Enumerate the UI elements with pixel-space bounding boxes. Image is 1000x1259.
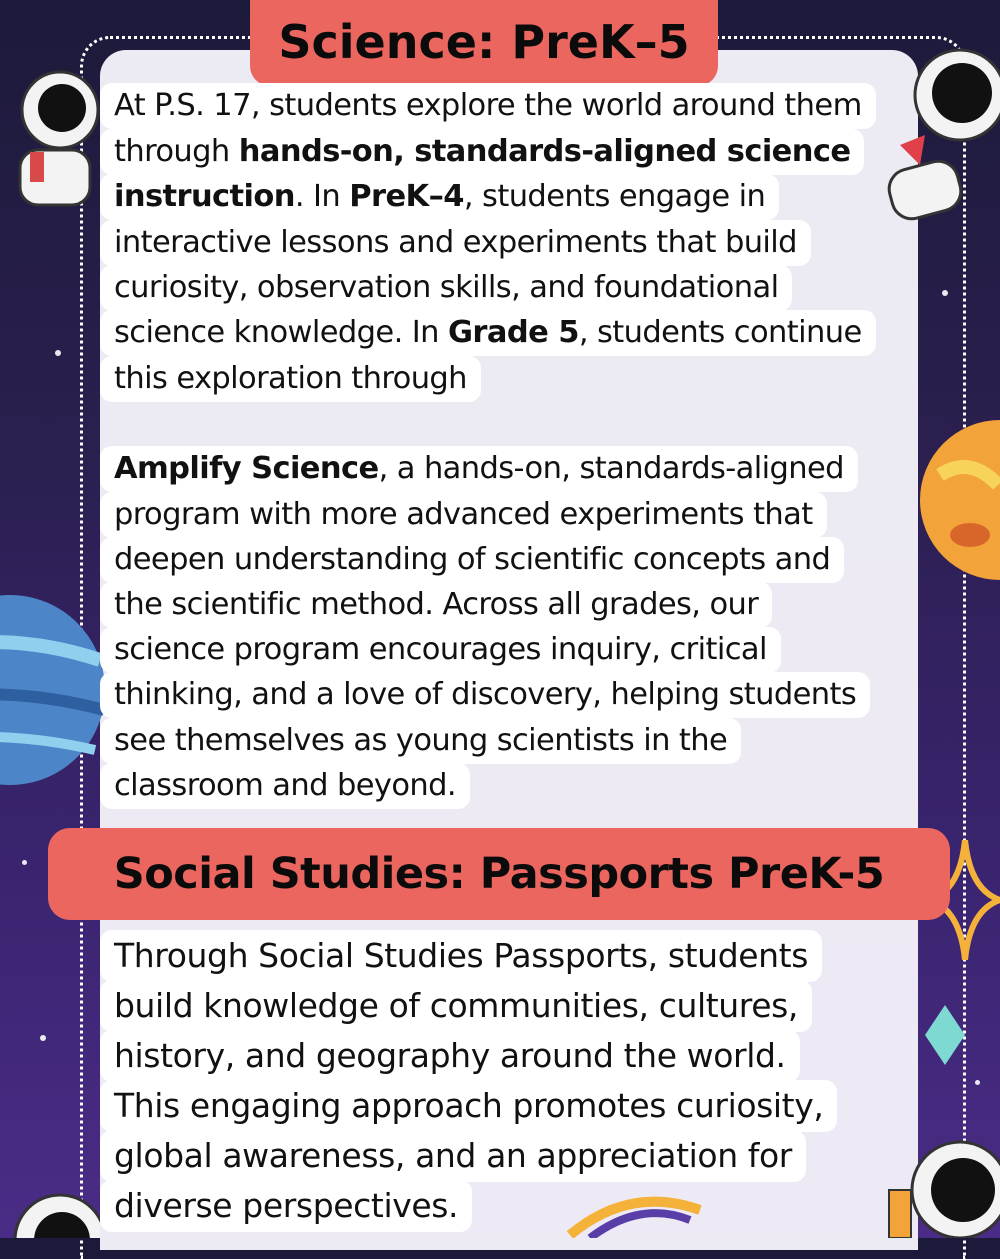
text-span: , students engage in bbox=[463, 179, 766, 214]
science-text-line bbox=[100, 627, 781, 673]
text-span: curiosity, observation skills, and foundational bbox=[114, 270, 779, 305]
text-span: Through Social Studies Passports, students bbox=[114, 936, 808, 975]
social-studies-text-line bbox=[100, 1030, 800, 1082]
text-span: , students continue bbox=[578, 315, 862, 350]
social-studies-text-line bbox=[100, 1130, 806, 1182]
astronaut-icon bbox=[0, 40, 110, 220]
science-text-line bbox=[100, 174, 779, 220]
science-text-line bbox=[100, 220, 811, 266]
science-text-line bbox=[100, 763, 470, 809]
bold-text: PreK–4 bbox=[349, 179, 464, 214]
text-span: , a hands-on, standards-aligned bbox=[378, 451, 844, 486]
text-span: see themselves as young scientists in the bbox=[114, 723, 728, 758]
science-text-line bbox=[100, 265, 792, 311]
science-text-line bbox=[100, 718, 741, 764]
astronaut-icon bbox=[880, 25, 1000, 225]
science-text-line bbox=[100, 129, 864, 175]
science-text-line bbox=[100, 310, 876, 356]
text-span: through bbox=[114, 134, 239, 169]
science-text-line bbox=[100, 582, 772, 628]
text-span: interactive lessons and experiments that build bbox=[114, 225, 797, 260]
social-studies-text-line bbox=[100, 1180, 472, 1232]
social-studies-text-line bbox=[100, 930, 822, 982]
star-icon bbox=[40, 1035, 46, 1041]
text-span: deepen understanding of scientific concepts and bbox=[114, 542, 831, 577]
star-icon bbox=[22, 860, 27, 865]
science-text-line bbox=[100, 83, 876, 129]
bold-text: Amplify Science bbox=[114, 451, 379, 486]
astronaut-icon bbox=[10, 1185, 100, 1238]
text-span: program with more advanced experiments that bbox=[114, 497, 813, 532]
text-span: global awareness, and an appreciation for bbox=[114, 1136, 792, 1175]
text-span: . In bbox=[294, 179, 350, 214]
planet-icon bbox=[0, 590, 110, 790]
science-text-line bbox=[100, 492, 827, 538]
text-span: diverse perspectives. bbox=[114, 1186, 459, 1225]
astronaut-icon bbox=[885, 1130, 1000, 1238]
social-studies-text-line bbox=[100, 1080, 837, 1132]
social-studies-heading: Social Studies: Passports PreK-5 bbox=[48, 828, 950, 920]
rocket-icon bbox=[560, 1195, 710, 1238]
text-span: science program encourages inquiry, critical bbox=[114, 632, 767, 667]
text-span: thinking, and a love of discovery, helping students bbox=[114, 677, 857, 712]
bold-text: Grade 5 bbox=[448, 315, 579, 350]
text-span: This engaging approach promotes curiosity, bbox=[114, 1086, 824, 1125]
science-text-line bbox=[100, 672, 870, 718]
text-span: build knowledge of communities, cultures, bbox=[114, 986, 799, 1025]
bold-text: instruction bbox=[114, 179, 295, 214]
text-span: this exploration through bbox=[114, 361, 467, 396]
star-icon bbox=[925, 1005, 965, 1065]
text-span: science knowledge. In bbox=[114, 315, 448, 350]
science-text-line bbox=[100, 356, 481, 402]
science-text-line bbox=[100, 537, 844, 583]
bold-text: hands-on, standards-aligned science bbox=[238, 134, 851, 169]
science-text-line bbox=[100, 446, 858, 492]
science-heading: Science: PreK–5 bbox=[250, 0, 718, 86]
planet-icon bbox=[910, 415, 1000, 585]
text-span: At P.S. 17, students explore the world around them bbox=[114, 88, 862, 123]
text-span: history, and geography around the world. bbox=[114, 1036, 786, 1075]
text-span: the scientific method. Across all grades, our bbox=[114, 587, 759, 622]
star-icon bbox=[975, 1080, 980, 1085]
social-studies-text-line bbox=[100, 980, 812, 1032]
star-icon bbox=[55, 350, 61, 356]
text-span: classroom and beyond. bbox=[114, 768, 457, 803]
